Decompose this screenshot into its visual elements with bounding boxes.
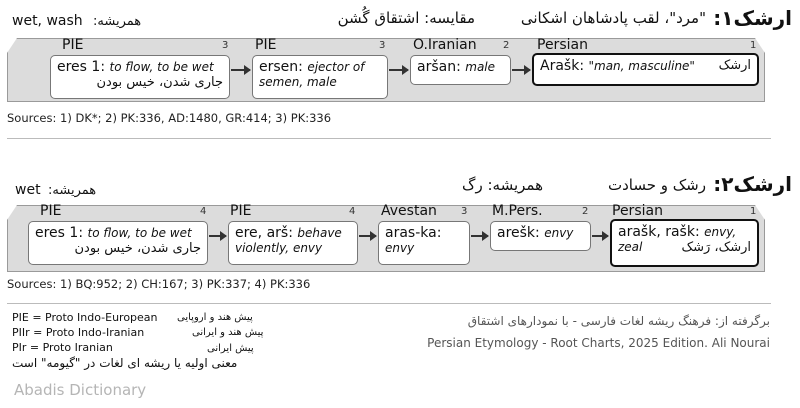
entry-2-node-2-meaning: behave: [297, 226, 342, 240]
entry-1-node-2-meaning-2: semen, male: [259, 75, 337, 89]
entry-2-title: ارشک۲:: [713, 172, 792, 196]
entry-2-arrow-4: [592, 235, 608, 237]
quote-note: معنی اولیه یا ریشه ای لغات در "گیومه" است: [12, 356, 238, 370]
entry-1-node-3-meaning: male: [465, 60, 496, 74]
legend-pie-persian: پیش هند و اروپایی: [177, 312, 253, 323]
entry-1-node-2: [252, 55, 388, 99]
entry-2-node-5-meaning-2: zeal: [618, 240, 643, 254]
entry-1-lang-4: Persian: [537, 37, 588, 53]
entry-1-node-3-word: aršan:: [417, 59, 461, 75]
entry-1-node-3: [410, 55, 511, 85]
credit-english: Persian Etymology - Root Charts, 2025 Edition. Ali Nourai: [427, 336, 770, 350]
entry-1-node-4-word: Arašk:: [540, 58, 585, 74]
entry-1-arrow-2: [389, 69, 408, 71]
entry-2-cognate-label: همریشه:: [48, 183, 97, 198]
entry-1-node-2-meaning: ejector of: [307, 60, 365, 74]
entry-1-lang-1: PIE: [62, 37, 84, 53]
entry-1-index-2: 3: [379, 40, 386, 51]
entry-2-index-2: 4: [349, 206, 356, 217]
entry-1-node-1-persian: جاری شدن، خیس بودن: [96, 75, 223, 90]
entry-2-sources: Sources: 1) BQ:952; 2) CH:167; 3) PK:337; 4) PK:336: [7, 277, 311, 291]
divider-1: [7, 138, 771, 139]
entry-2-node-5-persian: ارشک، رَشک: [681, 240, 751, 255]
entry-2-lang-3: Avestan: [381, 203, 437, 219]
entry-2-arrow-1: [209, 235, 226, 237]
entry-2-node-2: [228, 221, 358, 265]
legend-pir: PIr = Proto Iranian: [12, 341, 113, 354]
entry-1-index-1: 3: [222, 40, 229, 51]
entry-2-node-1-word: eres 1:: [35, 225, 84, 241]
entry-2-cognate-persian: همریشه: رگ: [462, 176, 543, 194]
entry-2-meaning: رشک و حسادت: [607, 176, 706, 194]
entry-2-index-3: 3: [461, 206, 468, 217]
entry-1-index-4: 1: [750, 40, 757, 51]
entry-1-node-1-meaning: to flow, to be wet: [109, 60, 214, 74]
entry-2-node-1-meaning: to flow, to be wet: [87, 226, 192, 240]
entry-2-english-cognate: wet: [15, 182, 41, 198]
entry-1-title: ارشک۱:: [713, 6, 792, 30]
entry-1-node-4: [532, 53, 759, 86]
legend-pir-persian: پیش ایرانی: [207, 343, 254, 354]
entry-2-arrow-3: [471, 235, 488, 237]
divider-2: [7, 303, 771, 304]
entry-1-compare: مقایسه: اشتقاق گُشن: [337, 9, 475, 27]
entry-1-meaning: "مرد"، لقب پادشاهان اشکانی: [520, 9, 706, 27]
entry-1-node-1: [50, 55, 230, 99]
entry-1-node-1-word: eres 1:: [57, 59, 106, 75]
entry-2-node-3-meaning: envy: [385, 241, 415, 255]
entry-2-node-4-meaning: envy: [544, 226, 574, 240]
entry-1-cognate-label: همریشه:: [93, 14, 142, 29]
entry-2-index-1: 4: [200, 206, 207, 217]
entry-2-node-5-meaning: envy,: [704, 225, 737, 239]
entry-2-node-2-meaning-2: violently, envy: [235, 241, 323, 255]
entry-1-node-4-persian: ارشک: [718, 58, 751, 73]
entry-2-node-4-word: arešk:: [497, 225, 540, 241]
legend-pie: PIE = Proto Indo-European: [12, 311, 158, 324]
entry-2-node-5-word: arašk, rašk:: [618, 224, 700, 240]
brand-watermark: Abadis Dictionary: [14, 381, 147, 399]
entry-1-sources: Sources: 1) DK*; 2) PK:336, AD:1480, GR:414; 3) PK:336: [7, 111, 332, 125]
entry-2-node-1: [28, 221, 208, 265]
entry-1-node-4-meaning: "man, masculine": [588, 59, 695, 73]
entry-2-node-3: [378, 221, 470, 265]
entry-2-lang-5: Persian: [612, 203, 663, 219]
credit-persian: برگرفته از: فرهنگ ریشه لغات فارسی - با نمودارهای اشتقاق: [467, 314, 770, 328]
entry-1-arrow-3: [512, 69, 530, 71]
entry-2-node-4: [490, 221, 591, 251]
entry-1-arrow-1: [231, 69, 250, 71]
entry-1-english-cognate: wet, wash: [12, 13, 83, 29]
entry-1-lang-3: O.Iranian: [413, 37, 477, 53]
legend-piir: PIIr = Proto Indo-Iranian: [12, 326, 145, 339]
entry-2-node-2-word: ere, arš:: [235, 225, 293, 241]
entry-2-lang-1: PIE: [40, 203, 62, 219]
entry-1-index-3: 2: [503, 40, 510, 51]
entry-1-node-2-word: ersen:: [259, 59, 303, 75]
entry-1-lang-2: PIE: [255, 37, 277, 53]
entry-2-node-1-persian: جاری شدن، خیس بودن: [74, 241, 201, 256]
entry-2-index-5: 1: [750, 206, 757, 217]
legend-piir-persian: پیش هند و ایرانی: [192, 327, 264, 338]
entry-2-node-5: [610, 219, 759, 267]
entry-2-lang-4: M.Pers.: [492, 203, 543, 219]
entry-2-arrow-2: [359, 235, 376, 237]
entry-2-index-4: 2: [582, 206, 589, 217]
entry-2-lang-2: PIE: [230, 203, 252, 219]
entry-2-node-3-word: aras-ka:: [385, 225, 442, 241]
